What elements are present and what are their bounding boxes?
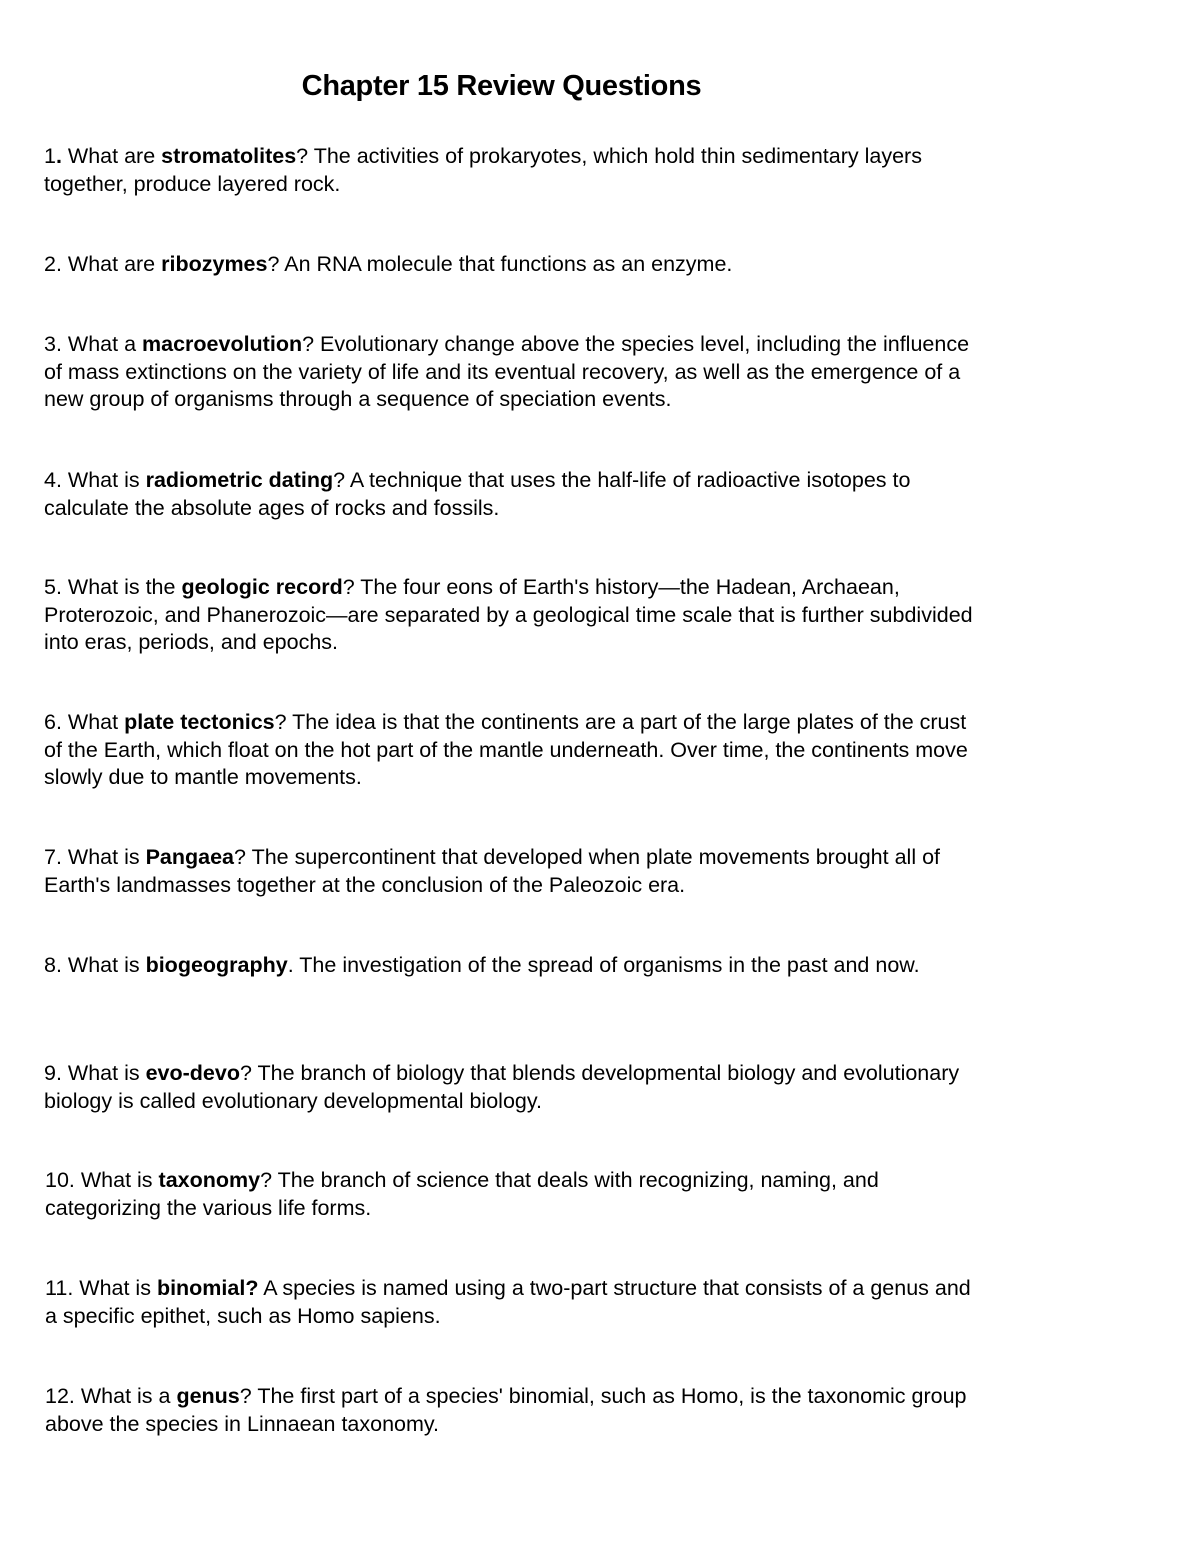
question-term: binomial?	[156, 1276, 259, 1300]
question-number: 3.	[44, 332, 62, 356]
question-lead: What is	[61, 468, 146, 492]
question-term: radiometric dating	[145, 468, 334, 492]
question-term: taxonomy	[158, 1168, 261, 1192]
question-number: 11.	[45, 1276, 74, 1300]
question-6	[44, 709, 974, 792]
question-answer: The four eons of Earth's history—the Hadean, Archaean, Proterozoic, and Phanerozoic—are separated by a geological time scale that is further subdivided into eras, periods, and epochs.	[44, 575, 973, 654]
question-lead: What a	[61, 332, 142, 356]
question-term: Pangaea	[145, 845, 235, 869]
question-number: 4.	[44, 468, 62, 492]
question-lead: What are	[61, 144, 162, 168]
question-lead: What is	[61, 1061, 146, 1085]
question-term-punct: ?	[239, 1061, 258, 1085]
question-lead: What is	[61, 953, 146, 977]
question-lead: What is	[61, 845, 146, 869]
question-answer: The investigation of the spread of organisms in the past and now.	[299, 953, 920, 977]
question-12	[45, 1383, 975, 1438]
question-answer: The idea is that the continents are a part of the large plates of the crust of the Earth, which float on the hot part of the mantle underneath. Over time, the continents move slowly due to mantle movements.	[44, 710, 968, 789]
question-9	[44, 1060, 974, 1115]
question-term-punct: ?	[260, 1168, 278, 1192]
question-answer: The activities of prokaryotes, which hold thin sedimentary layers together, produce layered rock.	[44, 144, 922, 196]
question-number: 12.	[45, 1384, 75, 1408]
question-answer: The supercontinent that developed when plate movements brought all of Earth's landmasses together at the conclusion of the Paleozoic era.	[44, 845, 941, 897]
question-term-punct: ?	[333, 468, 350, 492]
question-number: 10.	[45, 1168, 75, 1192]
question-term-punct: ?	[302, 332, 321, 356]
question-term: evo-devo	[145, 1061, 240, 1085]
question-lead: What is	[74, 1168, 159, 1192]
question-number: 9.	[44, 1061, 62, 1085]
question-term: biogeography	[145, 953, 288, 977]
document-title: Chapter 15 Review Questions	[301, 70, 702, 102]
question-answer: The branch of biology that blends developmental biology and evolutionary biology is called evolutionary developmental biology.	[44, 1061, 960, 1113]
question-term: stromatolites	[161, 144, 297, 168]
question-5	[44, 574, 974, 657]
question-number: 8.	[44, 953, 62, 977]
question-10	[45, 1167, 975, 1222]
question-3	[44, 331, 974, 414]
question-term-punct: ?	[234, 845, 252, 869]
question-lead: What is	[73, 1276, 157, 1300]
question-number-punct: .	[55, 144, 62, 168]
question-term: genus	[176, 1384, 240, 1408]
question-lead: What is a	[74, 1384, 177, 1408]
question-term-punct: ?	[296, 144, 314, 168]
question-answer: Evolutionary change above the species level, including the influence of mass extinctions on the variety of life and its eventual recovery, as well as the emergence of a new group of organisms through a sequence of speciation events.	[44, 332, 970, 411]
question-term: macroevolution	[142, 332, 303, 356]
question-term: ribozymes	[161, 252, 268, 276]
question-answer: The branch of science that deals with recognizing, naming, and categorizing the various life forms.	[45, 1168, 879, 1220]
question-answer: A technique that uses the half-life of radioactive isotopes to calculate the absolute ages of rocks and fossils.	[44, 468, 911, 520]
question-2	[44, 251, 974, 279]
question-term-punct: .	[287, 953, 300, 977]
question-number: 7.	[44, 845, 62, 869]
question-answer: An RNA molecule that functions as an enzyme.	[284, 252, 733, 276]
question-lead: What is the	[61, 575, 182, 599]
question-term-punct: ?	[239, 1384, 258, 1408]
question-4	[44, 467, 974, 522]
question-answer: A species is named using a two-part structure that consists of a genus and a specific epithet, such as Homo sapiens.	[45, 1276, 971, 1328]
question-8	[44, 952, 974, 980]
question-number: 2.	[44, 252, 62, 276]
question-11	[45, 1275, 975, 1330]
question-term: plate tectonics	[124, 710, 275, 734]
question-term-punct: ?	[342, 575, 361, 599]
question-term-punct: ?	[267, 252, 285, 276]
question-lead: What are	[61, 252, 162, 276]
question-number: 5.	[44, 575, 62, 599]
question-lead: What	[61, 710, 125, 734]
question-number: 6.	[44, 710, 62, 734]
question-answer: The first part of a species' binomial, such as Homo, is the taxonomic group above the species in Linnaean taxonomy.	[45, 1384, 967, 1436]
question-term-punct: ?	[274, 710, 293, 734]
question-7	[44, 844, 974, 899]
question-number: 1	[44, 144, 56, 168]
question-1	[44, 143, 974, 198]
question-term: geologic record	[181, 575, 343, 599]
